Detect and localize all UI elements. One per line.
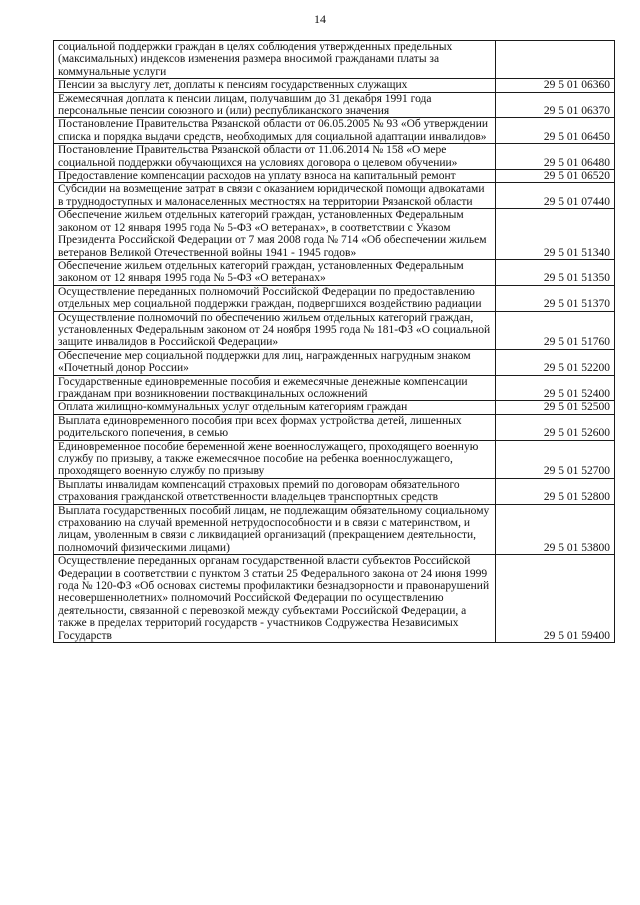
row-code: 29 5 01 06450 (496, 118, 615, 144)
row-code: 29 5 01 52800 (496, 478, 615, 504)
table-row (54, 504, 615, 555)
row-name: Выплата государственных пособий лицам, не подлежащим обязательному социальному страхованию на случай временной нетрудоспособности и в связи с материнством, и лицам, уволенным в связи с ликвидацией организаций (прекращением деятельности, полномочий физическими лицами) (54, 504, 496, 555)
row-name: Государственные единовременные пособия и ежемесячные денежные компенсации гражданам при возникновении поствакцинальных осложнений (54, 375, 496, 401)
row-code: 29 5 01 59400 (496, 555, 615, 643)
table-row (54, 144, 615, 170)
row-name: Пенсии за выслугу лет, доплаты к пенсиям государственных служащих (54, 79, 496, 92)
table-row (54, 349, 615, 375)
table-row (54, 375, 615, 401)
table-row (54, 311, 615, 349)
row-code: 29 5 01 51340 (496, 209, 615, 260)
row-code: 29 5 01 06480 (496, 144, 615, 170)
table-row (54, 401, 615, 414)
table-row (54, 259, 615, 285)
row-code: 29 5 01 51760 (496, 311, 615, 349)
row-code: 29 5 01 06370 (496, 92, 615, 118)
row-name: Обеспечение мер социальной поддержки для лиц, награжденных нагрудным знаком «Почетный донор России» (54, 349, 496, 375)
row-code (496, 41, 615, 79)
row-code: 29 5 01 52500 (496, 401, 615, 414)
table-row (54, 478, 615, 504)
row-name: Обеспечение жильем отдельных категорий граждан, установленных Федеральным законом от 12 января 1995 года № 5-ФЗ «О ветеранах», в соответствии с Указом Президента Российской Федерации от 7 мая 2008 года № 714 «Об обеспечении жильем ветеранов Великой Отечественной войны 1941 - 1945 годов» (54, 209, 496, 260)
row-name: Выплаты инвалидам компенсаций страховых премий по договорам обязательного страхования гражданской ответственности владельцев транспортных средств (54, 478, 496, 504)
row-name: Субсидии на возмещение затрат в связи с оказанием юридической помощи адвокатами в труднодоступных и малонаселенных местностях на территории Рязанской области (54, 183, 496, 209)
table-row (54, 555, 615, 643)
row-code: 29 5 01 51350 (496, 259, 615, 285)
row-code: 29 5 01 52700 (496, 440, 615, 478)
table-row (54, 209, 615, 260)
row-code: 29 5 01 52400 (496, 375, 615, 401)
row-code: 29 5 01 53800 (496, 504, 615, 555)
row-name: Единовременное пособие беременной жене военнослужащего, проходящего военную службу по призыву, а также ежемесячное пособие на ребенка военнослужащего, проходящего военную службу по призыву (54, 440, 496, 478)
table-row (54, 414, 615, 440)
row-name: Осуществление переданных органам государственной власти субъектов Российской Федерации в соответствии с пунктом 3 статьи 25 Федерального закона от 24 июня 1999 года № 120-ФЗ «Об основах системы профилактики безнадзорности и правонарушений несовершеннолетних» полномочий Российской Федерации по осуществлению деятельности, связанной с перевозкой между субъектами Российской Федерации, а также в пределах территорий государств - участников Содружества Независимых Государств (54, 555, 496, 643)
table-row (54, 170, 615, 183)
row-name: Обеспечение жильем отдельных категорий граждан, установленных Федеральным законом от 12 января 1995 года № 5-ФЗ «О ветеранах» (54, 259, 496, 285)
row-code: 29 5 01 06360 (496, 79, 615, 92)
table-row (54, 440, 615, 478)
row-name: Осуществление переданных полномочий Российской Федерации по предоставлению отдельных мер социальной поддержки граждан, подвергшихся воздействию радиации (54, 285, 496, 311)
row-code: 29 5 01 52600 (496, 414, 615, 440)
table-row (54, 118, 615, 144)
budget-codes-table (53, 40, 615, 643)
row-name: Предоставление компенсации расходов на уплату взноса на капитальный ремонт (54, 170, 496, 183)
table-row (54, 79, 615, 92)
row-name: Постановление Правительства Рязанской области от 11.06.2014 № 158 «О мере социальной поддержки обучающихся на условиях договора о целевом обучении» (54, 144, 496, 170)
row-name: Постановление Правительства Рязанской области от 06.05.2005 № 93 «Об утверждении списка и порядка выдачи средств, необходимых для социальной адаптации инвалидов» (54, 118, 496, 144)
row-name: Ежемесячная доплата к пенсии лицам, получавшим до 31 декабря 1991 года персональные пенсии союзного и (или) республиканского значения (54, 92, 496, 118)
row-code: 29 5 01 51370 (496, 285, 615, 311)
row-name: Выплата единовременного пособия при всех формах устройства детей, лишенных родительского попечения, в семью (54, 414, 496, 440)
row-name: Оплата жилищно-коммунальных услуг отдельным категориям граждан (54, 401, 496, 414)
row-code: 29 5 01 07440 (496, 183, 615, 209)
table-row (54, 285, 615, 311)
table-row (54, 92, 615, 118)
row-name: Осуществление полномочий по обеспечению жильем отдельных категорий граждан, установленных Федеральным законом от 24 ноября 1995 года № 181-ФЗ «О социальной защите инвалидов в Российской Федерации» (54, 311, 496, 349)
row-code: 29 5 01 06520 (496, 170, 615, 183)
table-row (54, 41, 615, 79)
page-number: 14 (314, 12, 326, 26)
table-row (54, 183, 615, 209)
row-code: 29 5 01 52200 (496, 349, 615, 375)
row-name: социальной поддержки граждан в целях соблюдения утвержденных предельных (максимальных) индексов изменения размера вносимой гражданами платы за коммунальные услуги (54, 41, 496, 79)
